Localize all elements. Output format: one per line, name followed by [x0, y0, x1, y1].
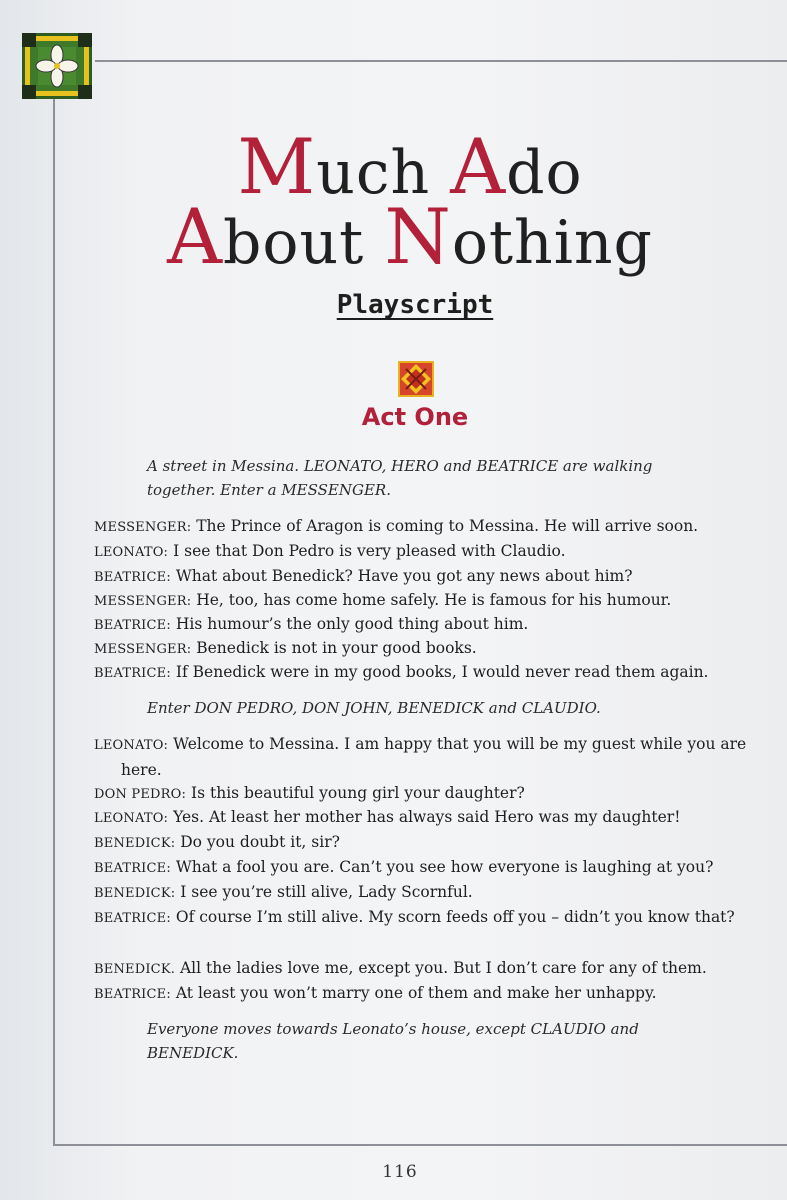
page-frame-bottom-rule [53, 1144, 787, 1146]
title-text: do [506, 138, 583, 208]
speaker-name: BEATRICE: [94, 666, 171, 681]
dialogue-text: Of course I’m still alive. My scorn feeds off you – didn’t you know that? [170, 908, 735, 926]
dialogue-text: What about Benedick? Have you got any news about him? [170, 567, 633, 585]
speaker-name: BEATRICE: [94, 570, 171, 585]
act-heading: Act One [361, 403, 469, 431]
dialogue-text: His humour’s the only good thing about him. [170, 615, 529, 633]
dialogue-text: He, too, has come home safely. He is famous for his humour. [191, 591, 672, 609]
speaker-name: LEONATO: [94, 738, 169, 753]
title-initial: A [450, 122, 507, 211]
dialogue-text: All the ladies love me, except you. But I don’t care for any of them. [175, 959, 707, 977]
title-text: uch [316, 138, 451, 208]
speaker-name: BEATRICE: [94, 911, 171, 926]
page-number: 116 [382, 1162, 418, 1182]
dialogue-text: Benedick is not in your good books. [191, 639, 477, 657]
dialogue-line [94, 805, 754, 831]
speaker-name: BENEDICK: [94, 886, 176, 901]
title-text: othing [451, 208, 653, 278]
dialogue-line [94, 636, 754, 662]
title-line-2 [130, 192, 690, 281]
page-frame-left-rule [53, 98, 55, 1146]
dialogue-text: If Benedick were in my good books, I would never read them again. [170, 663, 709, 681]
dialogue-text: Do you doubt it, sir? [175, 833, 340, 851]
quilt-diamond-icon [398, 361, 434, 397]
dialogue-line [94, 981, 754, 1007]
speaker-name: BEATRICE: [94, 861, 171, 876]
dialogue-text: I see that Don Pedro is very pleased with Claudio. [168, 542, 566, 560]
dialogue-line [94, 564, 754, 590]
dialogue-line [94, 612, 754, 638]
dialogue-line [94, 588, 754, 614]
speaker-name: BENEDICK. [94, 962, 176, 977]
playscript-subtitle: Playscript [336, 290, 494, 320]
speaker-name: MESSENGER: [94, 520, 192, 535]
quilt-flower-icon [22, 33, 92, 99]
speaker-name: MESSENGER: [94, 594, 192, 609]
dialogue-text: What a fool you are. Can’t you see how everyone is laughing at you? [170, 858, 714, 876]
stage-direction: Enter DON PEDRO, DON JOHN, BENEDICK and CLAUDIO. [147, 699, 601, 717]
dialogue-text: I see you’re still alive, Lady Scornful. [175, 883, 473, 901]
dialogue-line [94, 905, 776, 931]
dialogue-line [94, 514, 754, 540]
speaker-name: MESSENGER: [94, 642, 192, 657]
speaker-name: BEATRICE: [94, 618, 171, 633]
stage-direction: A street in Messina. LEONATO, HERO and BEATRICE are walking together. Enter a MESSENGER. [147, 457, 653, 499]
dialogue-line [94, 956, 754, 982]
dialogue-text: Welcome to Messina. I am happy that you will be my guest while you are here. [121, 735, 747, 779]
dialogue-line [94, 781, 754, 807]
speaker-name: DON PEDRO: [94, 787, 187, 802]
dialogue-text: Is this beautiful young girl your daughter? [186, 784, 525, 802]
speaker-name: BEATRICE: [94, 987, 171, 1002]
dialogue-line [94, 660, 754, 686]
dialogue-line [94, 732, 776, 782]
speaker-name: LEONATO: [94, 811, 169, 826]
dialogue-text: At least you won’t marry one of them and make her unhappy. [170, 984, 657, 1002]
dialogue-text: The Prince of Aragon is coming to Messina. He will arrive soon. [191, 517, 699, 535]
dialogue-text: Yes. At least her mother has always said Hero was my daughter! [168, 808, 681, 826]
title-text: bout [222, 208, 385, 278]
speaker-name: BENEDICK: [94, 836, 176, 851]
dialogue-line [94, 880, 754, 906]
title-initial: M [237, 122, 317, 211]
dialogue-line [94, 855, 754, 881]
stage-direction: Everyone moves towards Leonato’s house, except CLAUDIO and BENEDICK. [147, 1020, 639, 1062]
dialogue-line [94, 830, 754, 856]
title-initial: N [384, 192, 452, 281]
title-initial: A [167, 192, 223, 281]
speaker-name: LEONATO: [94, 545, 169, 560]
page-frame-top-rule [95, 60, 787, 62]
dialogue-line [94, 539, 754, 565]
